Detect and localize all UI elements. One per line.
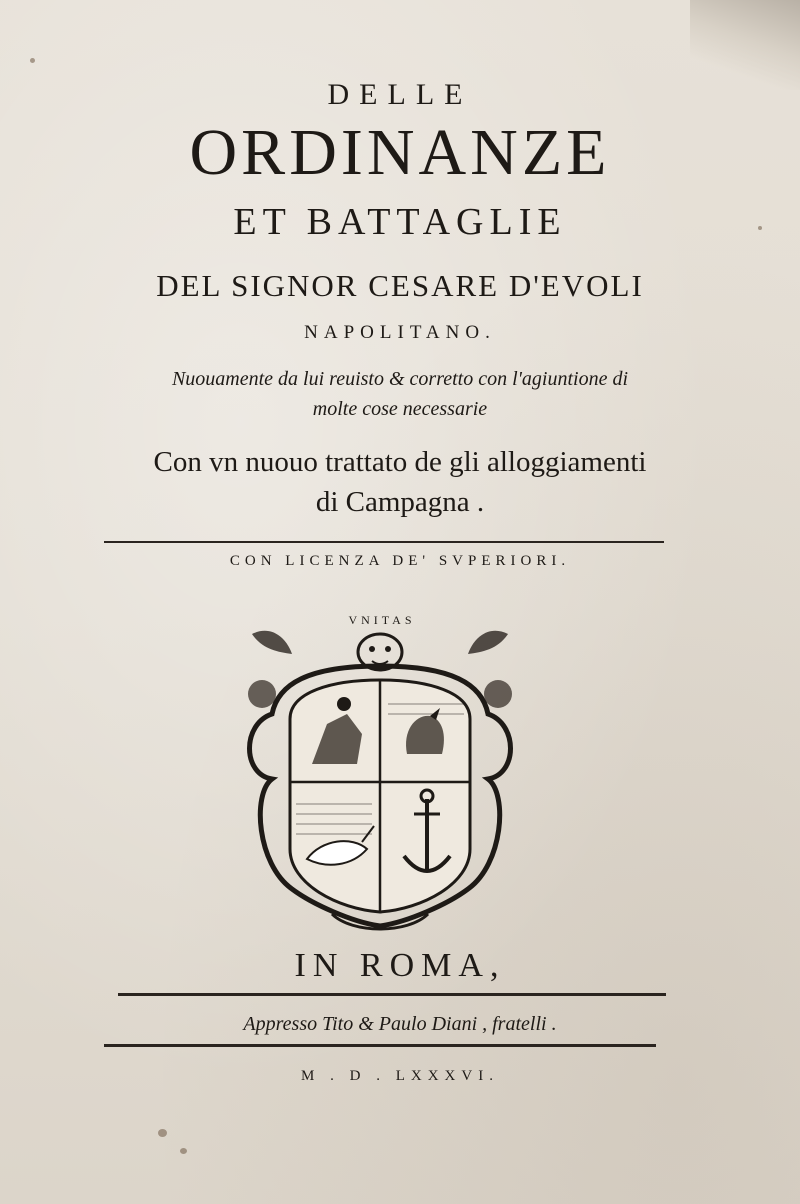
license-line: CON LICENZA DE' SVPERIORI. [229,553,571,569]
title-line-delle: DELLE [327,78,473,111]
foxing-spot [158,1129,167,1137]
imprint-city: IN ROMA, [294,947,506,984]
printers-device-icon [232,604,528,938]
emblem-motto: VNITAS [348,613,416,627]
imprint-date: M . D . LXXXVI. [301,1068,499,1084]
foxing-spot [180,1148,187,1154]
divider-rule [104,541,664,543]
title-line-ordinanze: ORDINANZE [189,116,611,189]
addition-line-1: Con vn nuouo trattato de gli alloggiamenti [153,446,647,478]
addition-line-2: di Campagna . [315,486,485,518]
foxing-spot [30,58,35,63]
imprint-rule-bottom [104,1044,656,1047]
subtitle-line-2: molte cose necessarie [312,398,488,420]
torn-corner [690,0,800,90]
title-line-battaglie: ET BATTAGLIE [233,201,567,243]
author-line: DEL SIGNOR CESARE D'EVOLI [156,268,644,303]
author-origin: NAPOLITANO. [304,322,496,343]
imprint-rule-top [118,993,666,996]
subtitle-line-1: Nuouamente da lui reuisto & corretto con l'agiuntione di [171,368,629,390]
imprint-printer: Appresso Tito & Paulo Diani , fratelli . [243,1013,557,1035]
